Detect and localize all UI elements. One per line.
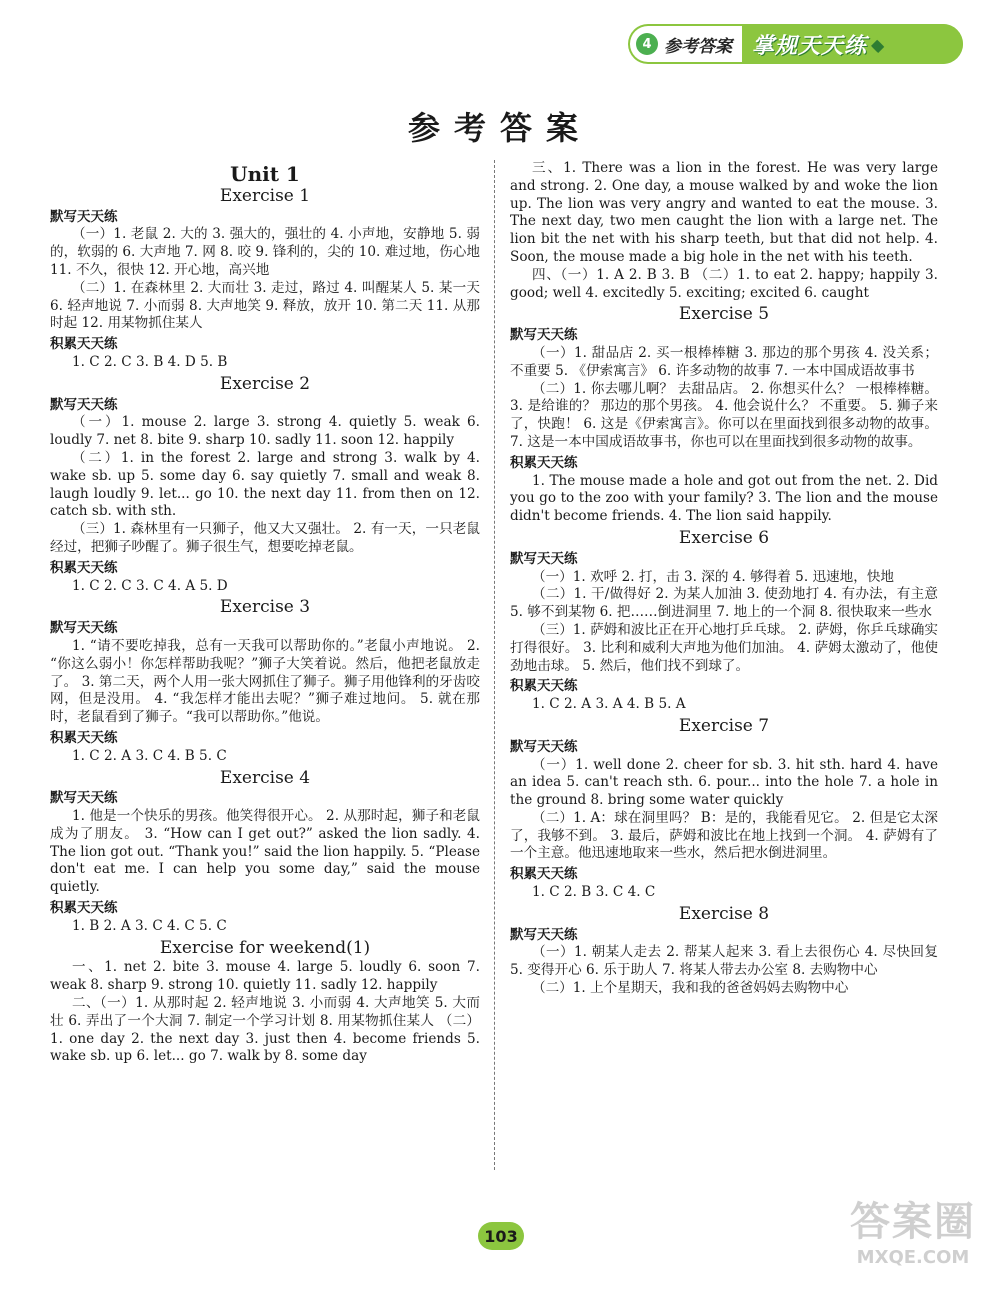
section-heading: 积累天天练	[50, 559, 118, 576]
exercise-7-title: Exercise 7	[678, 715, 770, 736]
watermark-top: 答案圈	[850, 1199, 976, 1245]
left-column	[50, 160, 480, 1066]
section-heading: 默写天天练	[50, 396, 118, 413]
answer-paragraph: （一）1. 欢呼 2. 打，击 3. 深的 4. 够得着 5. 迅速地，快地	[532, 568, 895, 585]
section-heading: 默写天天练	[510, 550, 578, 567]
right-column	[510, 160, 938, 998]
section-heading: 默写天天练	[510, 327, 578, 344]
section-heading: 默写天天练	[50, 208, 118, 225]
unit-title: Unit 1	[230, 162, 300, 186]
answer-paragraph: 三、1. There was a lion in the forest. He was very large and strong. 2. One day, a mouse walked by and woke the lion up. The lion was very angry and wanted to eat the mouse. 3. The next day, two men caught the lion with a large net. The lion bit the net with his sharp teeth, but that did not help. 4. Soon, the mouse made a big hole in the net with his teeth.	[510, 160, 938, 265]
answer-paragraph: （二）1. 上个星期天，我和我的爸爸妈妈去购物中心	[532, 980, 849, 997]
section-heading: 积累天天练	[50, 900, 118, 917]
answer-paragraph: 1. C 2. A 3. C 4. B 5. C	[72, 747, 227, 764]
answer-paragraph: 1. C 2. C 3. B 4. D 5. B	[72, 353, 228, 370]
answer-paragraph: （三）1. 森林里有一只狮子，他又大又强壮。 2. 有一天，一只老鼠经过，把狮子吵醒了。狮子很生气，想要吃掉老鼠。	[50, 521, 480, 555]
exercise-5-title: Exercise 5	[678, 304, 770, 325]
exercise-1-title: Exercise 1	[219, 185, 311, 206]
answer-paragraph: 1. The mouse made a hole and got out from the net. 2. Did you go to the zoo with your family? 3. The lion and the mouse didn't become friends. 4. The lion said happily.	[510, 472, 938, 525]
section-heading: 积累天天练	[50, 336, 118, 353]
answer-paragraph: 1. B 2. A 3. C 4. C 5. C	[72, 917, 227, 934]
answer-paragraph: （二）1. in the forest 2. large and strong 3. walk by 4. wake sb. up 5. some day 6. say quietly 7. small and weak 8. laugh loudly 9. let... go 10. the next day 11. from then on 12. catch sb. with sth.	[50, 449, 480, 520]
section-heading: 默写天天练	[50, 790, 118, 807]
answer-paragraph: 一、1. net 2. bite 3. mouse 4. large 5. loudly 6. soon 7. weak 8. sharp 9. strong 10. quietly 11. sadly 12. happily	[50, 959, 480, 994]
watermark-logo	[838, 1190, 988, 1290]
answer-paragraph: 1. 他是一个快乐的男孩。他笑得很开心。 2. 从那时起，狮子和老鼠成为了朋友。 3. “How can I get out?” asked the lion sadly. 4. The lion got out. “Thank you!” said the lion happily. 5. “Please don't eat me. I can help you some day,” said the mouse quietly.	[50, 808, 480, 896]
answer-paragraph: （一）1. well done 2. cheer for sb. 3. hit sth. hard 4. have an idea 5. can't reach sth. 6. pour... into the hole 7. a hole in the ground 8. bring some water quickly	[510, 756, 938, 809]
answer-paragraph: （二）1. 你去哪儿啊？ 去甜品店。 2. 你想买什么？ 一根棒棒糖。 3. 是给谁的？ 那边的那个男孩。 4. 他会说什么？ 不重要。 5. 狮子来了，快跑！ 6. 这是《伊索寓言》。你可以在里面找到很多动物的故事。 7. 这是一本中国成语故事书，你也可以在里面找到很多动物的故事。	[510, 380, 938, 450]
exercise-6-title: Exercise 6	[678, 527, 770, 548]
answer-paragraph: 1. C 2. A 3. A 4. B 5. A	[532, 696, 686, 713]
answer-paragraph: 1. “请不要吃掉我，总有一天我可以帮助你的。”老鼠小声地说。 2. “你这么弱小！你怎样帮助我呢？”狮子大笑着说。然后，他把老鼠放走了。 3. 第二天，两个人用一张大网抓住了狮子。狮子用他锋利的牙齿咬网，但是没用。 4. “我怎样才能出去呢？”狮子难过地问。 5. 就在那时，老鼠看到了狮子。“我可以帮助你。”他说。	[50, 637, 480, 726]
banner-circle-icon: 4	[636, 33, 658, 55]
exercise-3-title: Exercise 3	[219, 597, 311, 618]
watermark-bottom: MXQE.COM	[856, 1247, 970, 1268]
banner-brand-text: 掌规天天练	[752, 33, 868, 59]
answer-paragraph: （一）1. 老鼠 2. 大的 3. 强大的，强壮的 4. 小声地，安静地 5. 弱的，软弱的 6. 大声地 7. 网 8. 咬 9. 锋利的，尖的 10. 难过地，伤心地 11. 不久，很快 12. 开心地，高兴地	[50, 226, 480, 278]
answer-paragraph: （三）1. 萨姆和波比正在开心地打乒乓球。 2. 萨姆，你乒乓球确实打得很好。 3. 比利和威利大声地为他们加油。 4. 萨姆太激动了，他使劲地击球。 5. 然后，他们找不到球了。	[510, 621, 938, 674]
header-banner	[628, 24, 963, 64]
section-heading: 默写天天练	[50, 620, 118, 637]
column-divider	[494, 160, 495, 1170]
leaf-icon: ◆	[871, 34, 885, 54]
answer-paragraph: （一）1. 甜品店 2. 买一根棒棒糖 3. 那边的那个男孩 4. 没关系；不重要 5. 《伊索寓言》 6. 许多动物的故事 7. 一本中国成语故事书	[510, 344, 938, 379]
answer-paragraph: 1. C 2. B 3. C 4. C	[532, 884, 656, 901]
exercise-8-title: Exercise 8	[678, 903, 770, 924]
section-heading: 积累天天练	[510, 454, 578, 471]
page-number: 103	[478, 1222, 524, 1250]
answer-paragraph: （二）1. 在森林里 2. 大而壮 3. 走过，路过 4. 叫醒某人 5. 某一天 6. 轻声地说 7. 小而弱 8. 大声地笑 9. 释放，放开 10. 第二天 11. 从那时起 12. 用某物抓住某人	[50, 279, 480, 332]
section-heading: 积累天天练	[510, 678, 578, 695]
section-heading: 默写天天练	[510, 738, 578, 755]
answer-paragraph: 二、（一）1. 从那时起 2. 轻声地说 3. 小而弱 4. 大声地笑 5. 大而壮 6. 弄出了一个大洞 7. 制定一个学习计划 8. 用某物抓住某人 （二）1. one day 2. the next day 3. just then 4. become friends 5. wake sb. up 6. let... go 7. walk by 8. some day	[50, 995, 480, 1065]
answer-paragraph: （二）1. 干/做得好 2. 为某人加油 3. 使劲地打 4. 有办法，有主意 5. 够不到某物 6. 把……倒进洞里 7. 地上的一个洞 8. 很快取来一些水	[510, 586, 938, 621]
exercise-weekend-title: Exercise for weekend(1)	[159, 937, 371, 958]
exercise-2-title: Exercise 2	[219, 373, 311, 394]
answer-paragraph: （一）1. 朝某人走去 2. 帮某人起来 3. 看上去很伤心 4. 尽快回复 5. 变得开心 6. 乐于助人 7. 将某人带去办公室 8. 去购物中心	[510, 944, 938, 979]
answer-paragraph: （一）1. mouse 2. large 3. strong 4. quietly 5. weak 6. loudly 7. net 8. bite 9. sharp 10. sadly 11. soon 12. happily	[50, 414, 480, 449]
section-heading: 积累天天练	[50, 729, 118, 746]
page-title: 参考答案	[407, 109, 592, 147]
section-heading: 默写天天练	[510, 926, 578, 943]
section-heading: 积累天天练	[510, 866, 578, 883]
banner-answer-label: 参考答案	[664, 36, 732, 57]
banner-brand	[742, 24, 963, 64]
answer-paragraph: （二）1. A：球在洞里吗？ B：是的，我能看见它。 2. 但是它太深了，我够不到。 3. 最后，萨姆和波比在地上找到一个洞。 4. 萨姆有了一个主意。他迅速地取来一些水，然后把水倒进洞里。	[510, 809, 938, 862]
exercise-4-title: Exercise 4	[219, 767, 311, 788]
answer-paragraph: 1. C 2. C 3. C 4. A 5. D	[72, 577, 228, 594]
answer-paragraph: 四、（一）1. A 2. B 3. B （二）1. to eat 2. happy; happily 3. good; well 4. excitedly 5. exciting; excited 6. caught	[510, 266, 938, 301]
